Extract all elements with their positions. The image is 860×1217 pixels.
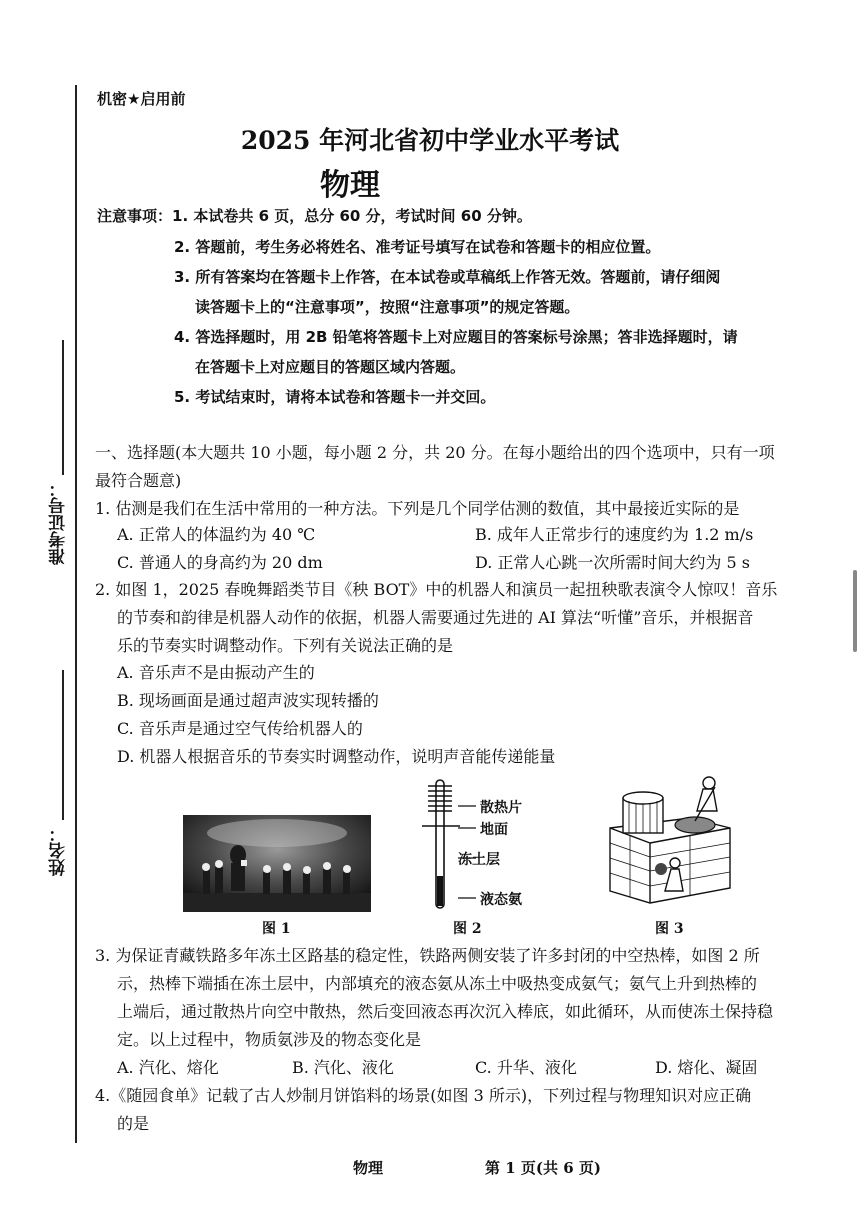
q3-option-c[interactable]: C. 升华、液化 xyxy=(475,1058,577,1077)
figure-2-label-frozen-soil: 冻土层 xyxy=(458,852,500,868)
figure-3-caption: 图 3 xyxy=(655,921,684,937)
q4-line-2: 的是 xyxy=(117,1114,150,1133)
q2-option-b[interactable]: B. 现场画面是通过超声波实现转播的 xyxy=(117,691,379,710)
q3-line-1: 3. 为保证青藏铁路多年冻土区路基的稳定性，铁路两侧安装了许多封闭的中空热棒，如图 2 所 xyxy=(95,946,760,965)
q4-line-1: 4.《随园食单》记载了古人炒制月饼馅料的场景(如图 3 所示)，下列过程与物理知识对应正确 xyxy=(95,1086,752,1105)
section-1-heading-cont: 最符合题意) xyxy=(95,471,182,490)
q2-line-3: 乐的节奏实时调整动作。下列有关说法正确的是 xyxy=(117,636,454,655)
figure-2-label-ground: 地面 xyxy=(480,822,508,838)
q2-option-c[interactable]: C. 音乐声是通过空气传给机器人的 xyxy=(117,719,363,738)
figure-1-photo xyxy=(183,815,371,912)
q1-stem: 1. 估测是我们在生活中常用的一种方法。下列是几个同学估测的数值，其中最接近实际的是 xyxy=(95,499,740,518)
confidential-label: 机密★启用前 xyxy=(97,90,186,108)
figure-1-caption: 图 1 xyxy=(262,921,291,937)
note-3b: 读答题卡上的“注意事项”，按照“注意事项”的规定答题。 xyxy=(195,298,580,316)
figure-3-stove-illustration xyxy=(605,773,735,913)
section-1-heading: 一、选择题(本大题共 10 小题，每小题 2 分，共 20 分。在每小题给出的四个选项中，只有一项 xyxy=(95,443,775,462)
figure-2-heat-pipe xyxy=(420,778,462,913)
q1-option-b[interactable]: B. 成年人正常步行的速度约为 1.2 m/s xyxy=(475,525,754,544)
q3-option-d[interactable]: D. 熔化、凝固 xyxy=(655,1058,758,1077)
q3-line-4: 定。以上过程中，物质氨涉及的物态变化是 xyxy=(117,1030,422,1049)
q1-option-d[interactable]: D. 正常人心跳一次所需时间大约为 5 s xyxy=(475,553,750,572)
q3-option-a[interactable]: A. 汽化、熔化 xyxy=(117,1058,219,1077)
q3-line-2: 示，热棒下端插在冻土层中，内部填充的液态氨从冻土中吸热变成氨气；氨气上升到热棒的 xyxy=(117,974,758,993)
note-5: 5. 考试结束时，请将本试卷和答题卡一并交回。 xyxy=(174,388,496,406)
q2-line-2: 的节奏和韵律是机器人动作的依据，机器人需要通过先进的 AI 算法“听懂”音乐，并根据音 xyxy=(117,608,754,627)
note-2: 2. 答题前，考生务必将姓名、准考证号填写在试卷和答题卡的相应位置。 xyxy=(174,238,661,256)
name-blank[interactable] xyxy=(62,670,64,820)
note-1: 注意事项：1. 本试卷共 6 页，总分 60 分，考试时间 60 分钟。 xyxy=(97,207,532,225)
binding-line xyxy=(75,85,77,1143)
q1-option-a[interactable]: A. 正常人的体温约为 40 ℃ xyxy=(117,525,316,544)
figure-2-label-fins: 散热片 xyxy=(480,800,522,816)
footer-page-number: 第 1 页(共 6 页) xyxy=(485,1159,601,1177)
footer-subject: 物理 xyxy=(353,1159,384,1177)
q2-line-1: 2. 如图 1，2025 春晚舞蹈类节目《秧 BOT》中的机器人和演员一起扭秧歌表演令人惊叹！音乐 xyxy=(95,580,778,599)
subject-title: 物理 xyxy=(320,168,380,203)
exam-title: 2025 年河北省初中学业水平考试 xyxy=(240,126,620,155)
exam-number-label: 准考证号： xyxy=(49,480,69,565)
figure-2-label-liquid-ammonia: 液态氨 xyxy=(480,892,522,908)
q2-option-d[interactable]: D. 机器人根据音乐的节奏实时调整动作，说明声音能传递能量 xyxy=(117,747,556,766)
q3-line-3: 上端后，通过散热片向空中散热，然后变回液态再次沉入棒底，如此循环，从而使冻土保持稳 xyxy=(117,1002,774,1021)
scrollbar-thumb[interactable] xyxy=(853,570,857,652)
note-4b: 在答题卡上对应题目的答题区域内答题。 xyxy=(195,358,466,376)
q1-option-c[interactable]: C. 普通人的身高约为 20 dm xyxy=(117,553,323,572)
figure-2-caption: 图 2 xyxy=(453,921,482,937)
q2-option-a[interactable]: A. 音乐声不是由振动产生的 xyxy=(117,663,315,682)
note-4a: 4. 答选择题时，用 2B 铅笔将答题卡上对应题目的答案标号涂黑；答非选择题时，请 xyxy=(174,328,738,346)
exam-number-blank[interactable] xyxy=(62,340,64,475)
name-label: 姓名： xyxy=(49,825,69,876)
q3-option-b[interactable]: B. 汽化、液化 xyxy=(292,1058,394,1077)
note-3a: 3. 所有答案均在答题卡上作答，在本试卷或草稿纸上作答无效。答题前，请仔细阅 xyxy=(174,268,721,286)
